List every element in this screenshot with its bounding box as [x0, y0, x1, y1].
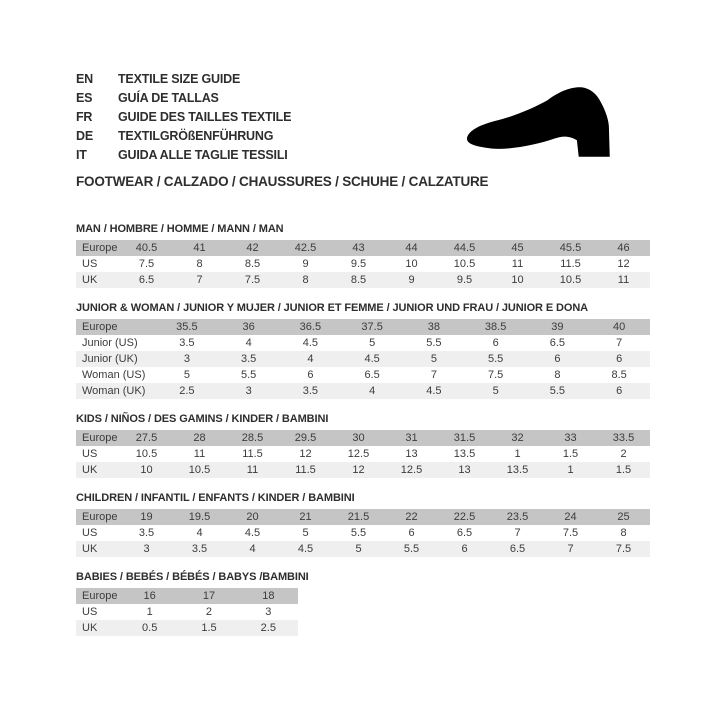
size-cell: 7.5: [244, 274, 261, 286]
size-cell: 9: [302, 258, 309, 270]
size-cell: 3: [265, 606, 272, 618]
size-cell: 22.5: [453, 511, 476, 523]
row-label: UK: [82, 543, 98, 555]
size-cell: 37.5: [361, 321, 383, 333]
size-cell: 33.5: [612, 432, 635, 444]
size-cell: 5.5: [350, 527, 367, 539]
size-cell: 10.5: [188, 464, 211, 476]
size-cell: 7: [567, 543, 574, 555]
size-cell: 7: [514, 527, 521, 539]
size-cell: 10: [405, 258, 418, 270]
table-row: [76, 256, 650, 272]
size-cell: 11.5: [295, 464, 316, 476]
size-cell: 6: [616, 385, 623, 397]
size-cell: 25: [617, 511, 630, 523]
row-label: UK: [82, 622, 98, 634]
size-cell: 8.5: [244, 258, 261, 270]
size-cell: 4: [369, 385, 376, 397]
table-row: [76, 588, 298, 604]
row-label: Junior (UK): [82, 353, 138, 365]
table-row: [76, 272, 650, 288]
size-cell: 5.5: [549, 385, 566, 397]
size-cell: 6: [461, 543, 468, 555]
table-row: [76, 383, 650, 399]
size-cell: 22: [405, 511, 418, 523]
size-cell: 12: [352, 464, 365, 476]
category-heading: FOOTWEAR / CALZADO / CHAUSSURES / SCHUHE / CALZATURE: [76, 174, 489, 189]
size-cell: 6: [408, 527, 415, 539]
size-cell: 9.5: [350, 258, 367, 270]
size-cell: 4.5: [364, 353, 380, 365]
size-cell: 4: [249, 543, 256, 555]
language-label: GUÍA DE TALLAS: [118, 91, 219, 105]
size-cell: 5.5: [403, 543, 420, 555]
size-cell: 32: [511, 432, 524, 444]
row-label: Woman (US): [82, 369, 146, 381]
table-row: [76, 430, 650, 446]
row-label: US: [82, 527, 98, 539]
language-label: TEXTILGRÖßENFÜHRUNG: [118, 129, 274, 143]
size-cell: 40.5: [135, 242, 158, 254]
size-cell: 9: [408, 274, 415, 286]
row-label: US: [82, 258, 98, 270]
table-row: [76, 604, 298, 620]
table-row: [76, 367, 650, 383]
size-cell: 5.5: [240, 369, 257, 381]
section-title: MAN / HOMBRE / HOMME / MANN / MAN: [76, 223, 284, 235]
size-cell: 46: [617, 242, 630, 254]
size-cell: 12.5: [400, 464, 423, 476]
size-cell: 42.5: [294, 242, 317, 254]
size-cell: 2: [205, 606, 213, 618]
size-cell: 4.5: [426, 385, 442, 397]
table-row: [76, 509, 650, 525]
size-cell: 10: [511, 274, 524, 286]
size-cell: 6: [492, 337, 499, 349]
size-cell: 36.5: [299, 321, 322, 333]
size-table: [76, 240, 650, 288]
size-cell: 43: [352, 242, 365, 254]
size-cell: 4.5: [297, 543, 314, 555]
row-label: Junior (US): [82, 337, 138, 349]
size-cell: 1: [567, 464, 574, 476]
language-label: TEXTILE SIZE GUIDE: [118, 72, 241, 86]
size-cell: 5: [430, 353, 437, 365]
size-cell: 6.5: [509, 543, 526, 555]
size-table-section: [76, 413, 650, 478]
size-cell: 38: [427, 321, 440, 333]
size-cell: 20: [246, 511, 259, 523]
section-title: CHILDREN / INFANTIL / ENFANTS / KINDER / BAMBINI: [76, 492, 355, 504]
size-cell: 13.5: [506, 464, 529, 476]
size-cell: 10.5: [453, 258, 476, 270]
row-label: Woman (UK): [82, 385, 146, 397]
size-cell: 0.5: [142, 622, 158, 634]
size-cell: 1: [514, 448, 521, 460]
size-cell: 29.5: [294, 432, 317, 444]
size-cell: 7.5: [487, 369, 504, 381]
size-cell: 38.5: [484, 321, 507, 333]
size-cell: 36: [242, 321, 255, 333]
size-cell: 7.5: [562, 527, 579, 539]
size-cell: 8.5: [350, 274, 367, 286]
size-cell: 7.5: [138, 258, 155, 270]
size-cell: 2.5: [179, 385, 195, 397]
size-cell: 8: [620, 527, 627, 539]
size-cell: 31.5: [453, 432, 476, 444]
size-cell: 11: [193, 448, 206, 460]
size-cell: 19: [140, 511, 153, 523]
size-cell: 11.5: [560, 258, 581, 270]
size-cell: 21: [299, 511, 312, 523]
size-cell: 5: [369, 337, 376, 349]
size-cell: 3.5: [240, 353, 257, 365]
table-row: [76, 541, 650, 557]
size-cell: 35.5: [176, 321, 198, 333]
size-table-section: [76, 302, 650, 399]
table-row: [76, 240, 650, 256]
size-cell: 19.5: [188, 511, 211, 523]
section-title: JUNIOR & WOMAN / JUNIOR Y MUJER / JUNIOR ET FEMME / JUNIOR UND FRAU / JUNIOR E DONA: [76, 302, 589, 314]
size-cell: 45: [511, 242, 524, 254]
size-cell: 7: [196, 274, 203, 286]
size-cell: 45.5: [559, 242, 582, 254]
size-cell: 3: [245, 385, 252, 397]
size-cell: 1.5: [562, 448, 579, 460]
shoe-icon: [452, 80, 647, 164]
size-cell: 2: [620, 448, 627, 460]
size-cell: 10.5: [559, 274, 582, 286]
table-row: [76, 620, 298, 636]
size-cell: 13: [458, 464, 471, 476]
size-cell: 6: [554, 353, 561, 365]
shoe-silhouette: [467, 87, 610, 156]
size-cell: 3.5: [138, 527, 155, 539]
size-cell: 10.5: [135, 448, 158, 460]
size-table-section: [76, 492, 650, 557]
size-cell: 5: [302, 527, 309, 539]
size-cell: 28: [193, 432, 206, 444]
size-cell: 2.5: [260, 622, 276, 634]
size-cell: 3: [143, 543, 150, 555]
size-cell: 5: [355, 543, 362, 555]
size-cell: 13.5: [453, 448, 476, 460]
size-cell: 18: [262, 590, 275, 602]
size-cell: 13: [405, 448, 418, 460]
size-cell: 8.5: [611, 369, 627, 381]
size-cell: 33: [564, 432, 577, 444]
size-cell: 41: [193, 242, 206, 254]
size-cell: 44: [405, 242, 418, 254]
size-cell: 1.5: [201, 622, 217, 634]
language-code: FR: [76, 110, 93, 124]
row-label: Europe: [82, 432, 118, 444]
size-cell: 6.5: [364, 369, 380, 381]
size-cell: 3.5: [191, 543, 208, 555]
row-label: Europe: [82, 511, 118, 523]
size-cell: 31: [405, 432, 418, 444]
row-label: Europe: [82, 590, 118, 602]
size-cell: 8: [196, 258, 203, 270]
size-cell: 4: [245, 337, 252, 349]
size-table: [76, 588, 298, 636]
size-cell: 9.5: [456, 274, 473, 286]
language-code: DE: [76, 129, 93, 143]
language-code: IT: [76, 148, 87, 162]
size-table: [76, 430, 650, 478]
size-cell: 11: [617, 274, 630, 286]
size-cell: 1.5: [615, 464, 632, 476]
size-cell: 42: [246, 242, 259, 254]
row-label: US: [82, 606, 98, 618]
language-label: GUIDA ALLE TAGLIE TESSILI: [118, 148, 288, 162]
size-cell: 44.5: [453, 242, 476, 254]
size-cell: 3.5: [302, 385, 319, 397]
size-cell: 4: [307, 353, 314, 365]
size-cell: 11.5: [242, 448, 263, 460]
table-row: [76, 446, 650, 462]
size-cell: 4.5: [302, 337, 319, 349]
size-cell: 5: [183, 369, 190, 381]
size-cell: 5: [492, 385, 499, 397]
size-tables: [76, 223, 650, 636]
size-cell: 7: [616, 337, 623, 349]
size-cell: 4: [196, 527, 203, 539]
row-label: Europe: [82, 242, 118, 254]
size-cell: 24: [564, 511, 577, 523]
size-cell: 12: [617, 258, 630, 270]
size-cell: 10: [140, 464, 153, 476]
size-cell: 39: [551, 321, 564, 333]
size-cell: 8: [302, 274, 309, 286]
size-cell: 12: [299, 448, 312, 460]
size-cell: 7: [430, 369, 437, 381]
size-cell: 23.5: [506, 511, 529, 523]
row-label: UK: [82, 274, 98, 286]
size-cell: 28.5: [241, 432, 264, 444]
size-cell: 3.5: [179, 337, 195, 349]
size-cell: 3: [183, 353, 190, 365]
size-cell: 6: [616, 353, 623, 365]
size-cell: 6: [307, 369, 314, 381]
size-cell: 8: [554, 369, 561, 381]
table-row: [76, 525, 650, 541]
table-row: [76, 335, 650, 351]
language-label: GUIDE DES TAILLES TEXTILE: [118, 110, 292, 124]
row-label: US: [82, 448, 98, 460]
size-cell: 5.5: [487, 353, 504, 365]
size-cell: 40: [613, 321, 626, 333]
size-cell: 6.5: [549, 337, 566, 349]
table-row: [76, 462, 650, 478]
size-cell: 16: [143, 590, 156, 602]
section-title: BABIES / BEBÉS / BÉBÉS / BABYS /BAMBINI: [76, 571, 309, 583]
size-cell: 17: [202, 590, 216, 602]
size-cell: 12.5: [347, 448, 370, 460]
size-cell: 11: [511, 258, 524, 270]
row-label: UK: [82, 464, 98, 476]
size-cell: 6.5: [138, 274, 155, 286]
size-cell: 7.5: [615, 543, 632, 555]
table-row: [76, 351, 650, 367]
table-row: [76, 319, 650, 335]
size-table-section: [76, 223, 650, 288]
row-label: Europe: [82, 321, 118, 333]
size-cell: 11: [246, 464, 259, 476]
size-cell: 30: [352, 432, 365, 444]
size-cell: 1: [146, 606, 153, 618]
language-code: EN: [76, 72, 93, 86]
size-table: [76, 509, 650, 557]
size-cell: 27.5: [135, 432, 158, 444]
size-cell: 4.5: [244, 527, 261, 539]
size-cell: 6.5: [456, 527, 473, 539]
size-cell: 5.5: [426, 337, 442, 349]
size-cell: 21.5: [347, 511, 370, 523]
size-table: [76, 319, 650, 399]
size-table-section: [76, 571, 650, 636]
section-title: KIDS / NIÑOS / DES GAMINS / KINDER / BAMBINI: [76, 413, 329, 425]
language-code: ES: [76, 91, 93, 105]
